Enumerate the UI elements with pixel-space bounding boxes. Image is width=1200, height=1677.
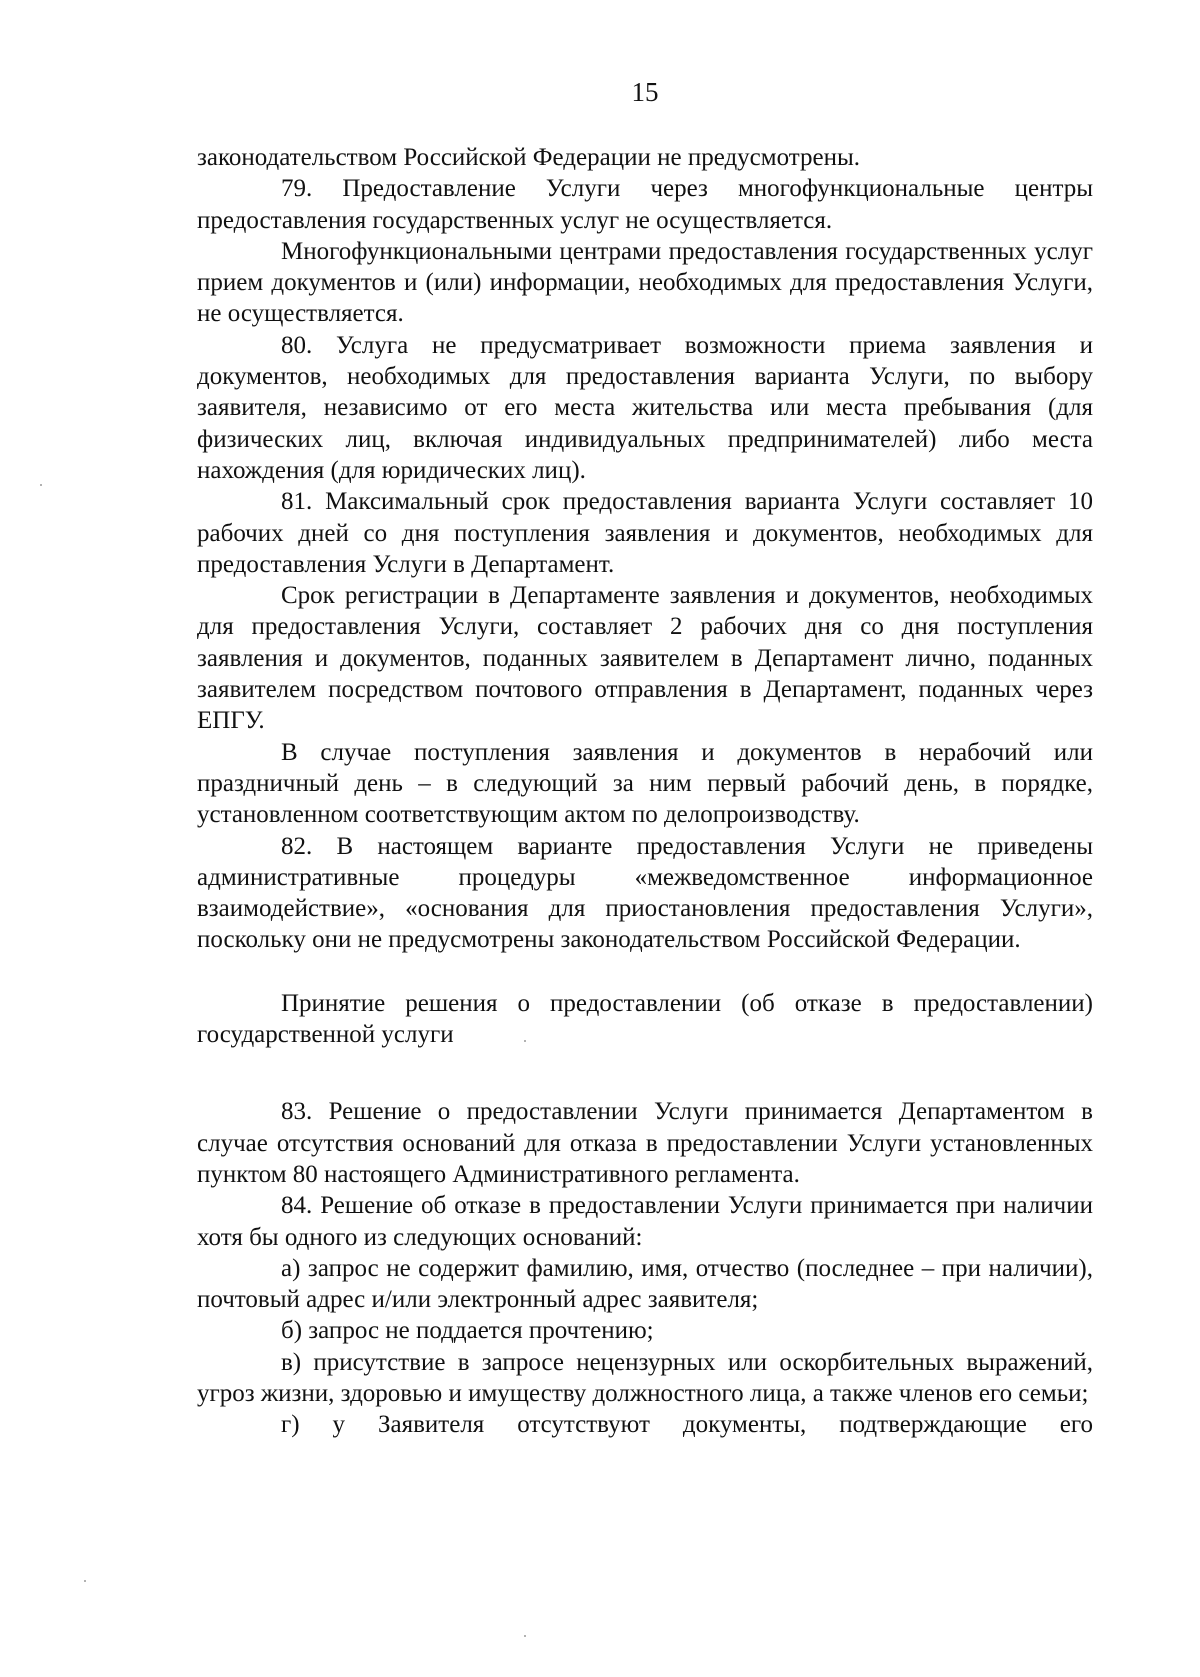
paragraph-81: 81. Максимальный срок предоставления варианта Услуги составляет 10 рабочих дней со дня поступления заявления и документов, необходимых для предоставления Услуги в Департамент. <box>197 488 1093 578</box>
scan-speck <box>524 1040 526 1042</box>
paragraph-registration-term: Срок регистрации в Департаменте заявления и документов, необходимых для предоставления Услуги, составляет 2 рабочих дня со дня поступления заявления и документов, поданных заявителем в Департамент лично, поданных заявителем посредством почтового отправления в Департамент, поданных через ЕПГУ. <box>197 582 1093 735</box>
list-item-b: б) запрос не поддается прочтению; <box>281 1317 654 1345</box>
paragraph-continuation: законодательством Российской Федерации не предусмотрены. <box>197 144 861 171</box>
scan-speck <box>40 484 42 486</box>
scan-speck <box>84 1580 86 1582</box>
paragraph-84: 84. Решение об отказе в предоставлении Услуги принимается при наличии хотя бы одного из следующих оснований: <box>197 1192 1093 1251</box>
paragraph-80: 80. Услуга не предусматривает возможности приема заявления и документов, необходимых для предоставления варианта Услуги, по выбору заявителя, независимо от его места жительства или места пребывания (для физических лиц, включая индивидуальных предпринимателей) либо места нахождения (для юридических лиц). <box>197 331 1093 484</box>
list-item-v: в) присутствие в запросе нецензурных или оскорбительных выражений, угроз жизни, здоровью и имуществу должностного лица, а также членов его семьи; <box>197 1348 1093 1407</box>
paragraph-82: 82. В настоящем варианте предоставления Услуги не приведены административные процедуры «межведомственное информационное взаимодействие», «основания для приостановления предоставления Услуги», поскольку они не предусмотрены законодательством Российской Федерации. <box>197 832 1093 954</box>
scan-speck <box>524 1635 526 1637</box>
document-body <box>197 142 1093 1441</box>
paragraph-83: 83. Решение о предоставлении Услуги принимается Департаментом в случае отсутствия оснований для отказа в предоставлении Услуги установленных пунктом 80 настоящего Административного регламента. <box>197 1098 1093 1188</box>
paragraph-79: 79. Предоставление Услуги через многофункциональные центры предоставления государственных услуг не осуществляется. <box>197 175 1093 234</box>
section-heading: Принятие решения о предоставлении (об отказе в предоставлении) государственной услуги <box>197 989 1093 1049</box>
list-item-g: г) у Заявителя отсутствуют документы, подтверждающие его <box>281 1411 1093 1439</box>
list-item-a: а) запрос не содержит фамилию, имя, отчество (последнее – при наличии), почтовый адрес и/или электронный адрес заявителя; <box>197 1254 1093 1314</box>
paragraph-mfc: Многофункциональными центрами предоставления государственных услуг прием документов и (или) информации, необходимых для предоставления Услуги, не осуществляется. <box>197 237 1093 328</box>
paragraph-non-working-day: В случае поступления заявления и документов в нерабочий или праздничный день – в следующий за ним первый рабочий день, в порядке, установленном соответствующим актом по делопроизводству. <box>197 738 1093 829</box>
page-number: 15 <box>631 77 659 107</box>
